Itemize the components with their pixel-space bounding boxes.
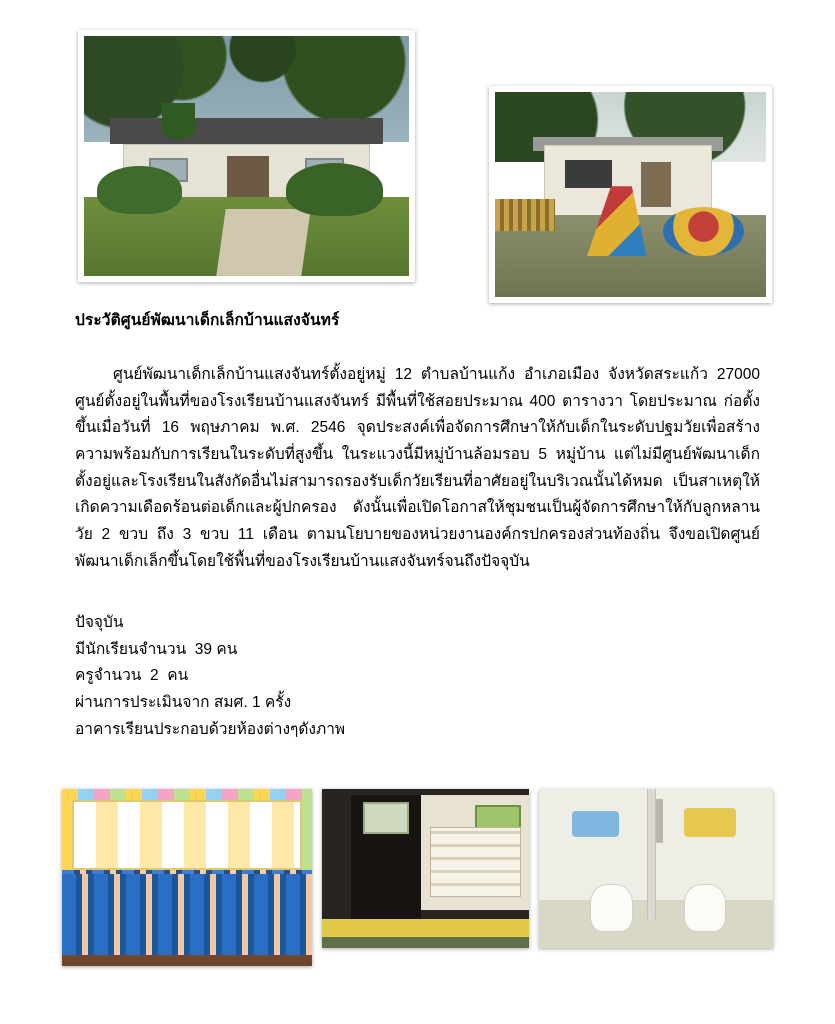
- body-paragraph-container: [75, 362, 760, 575]
- building-window: [565, 160, 611, 189]
- building-door: [641, 162, 671, 207]
- bush-right: [286, 163, 384, 216]
- water-pipe: [656, 799, 663, 844]
- current-stat-students: มีนักเรียนจำนวน 39 คน: [75, 640, 238, 658]
- photo-class-group: [62, 789, 312, 966]
- bamboo-fence: [495, 199, 555, 232]
- wall-chart-board: [72, 800, 302, 871]
- floor-green-band: [322, 937, 529, 948]
- walkway: [216, 209, 310, 276]
- toilet-right: [684, 884, 726, 932]
- wall-sticker-left: [572, 811, 619, 836]
- students-front-row: [62, 874, 312, 955]
- body-paragraph: ศูนย์พัฒนาเด็กเล็กบ้านแสงจันทร์ตั้งอยู่หมู่ 12 ตำบลบ้านแก้ง อำเภอเมือง จังหวัดสระแก้ว 27000 ศูนย์ตั้งอยู่ในพื้นที่ของโรงเรียนบ้านแสงจันทร์ มีพื้นที่ใช้สอยประมาณ 400 ตารางวา โดยประมาณ ก่อตั้งขึ้นเมื่อวันที่ 16 พฤษภาคม พ.ศ. 2546 จุดประสงค์เพื่อจัดการศึกษาให้กับเด็กในระดับปฐมวัยเพื่อสร้างความพร้อมกับการเรียนในระดับที่สูงขึ้น ในระแวงนี้มีหมู่บ้านล้อมรอบ 5 หมู่บ้าน แต่ไม่มีศูนย์พัฒนาเด็กตั้งอยู่และโรงเรียนในสังกัดอื่นไม่สามารถรองรับเด็กวัยเรียนที่อาศัยอยู่ในบริเวณนั้นได้หมด เป็นสาเหตุให้เกิดความเดือดร้อนต่อเด็กและผู้ปกครอง ดังนั้นเพื่อเปิดโอกาสให้ชุมชนเป็นผู้จัดการศึกษาให้กับลูกหลานวัย 2 ขวบ ถึง 3 ขวบ 11 เดือน ตามนโยบายของหน่วยงานองค์กรปกครองส่วนท้องถิ่น จึงขอเปิดศูนย์พัฒนาเด็กเล็กขึ้นโดยใช้พื้นที่ของโรงเรียนบ้านแสงจันทร์จนถึงปัจจุบัน: [75, 366, 760, 570]
- page-title: ประวัติศูนย์พัฒนาเด็กเล็กบ้านแสงจันทร์: [75, 312, 340, 329]
- current-status-section: [75, 610, 760, 743]
- photo-building-front: [78, 30, 415, 282]
- wall-sticker-right: [684, 808, 735, 837]
- stall-divider: [647, 789, 656, 919]
- palm-tree: [162, 103, 195, 165]
- photo-restroom: [539, 789, 773, 948]
- restroom-floor-tile: [539, 900, 773, 948]
- current-section-title: ปัจจุบัน: [75, 614, 124, 631]
- current-stat-assessment: ผ่านการประเมินจาก สมศ. 1 ครั้ง: [75, 693, 292, 711]
- toilet-left: [590, 884, 632, 932]
- bush-left: [97, 166, 182, 214]
- storage-shelf: [430, 827, 521, 897]
- current-stat-building: อาคารเรียนประกอบด้วยห้องต่างๆดังภาพ: [75, 720, 346, 738]
- notice-board: [363, 802, 409, 834]
- building-door: [227, 156, 269, 202]
- photo-classroom-door: [322, 789, 529, 948]
- building-roof: [110, 118, 383, 144]
- photo-playground: [489, 86, 772, 303]
- merry-go-round-equipment: [663, 207, 744, 256]
- current-stat-teachers: ครูจำนวน 2 คน: [75, 667, 189, 685]
